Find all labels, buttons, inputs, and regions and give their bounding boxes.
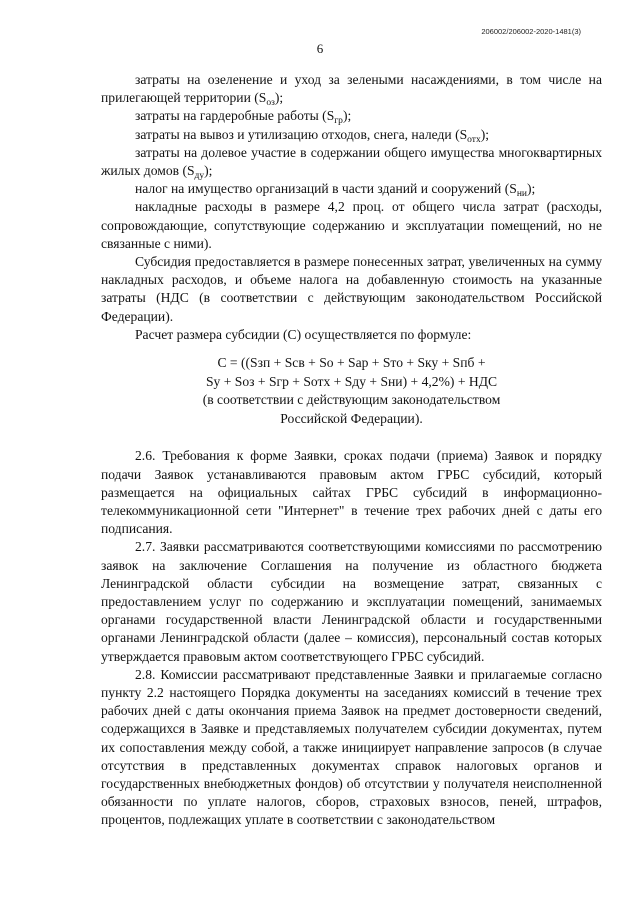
cost-item-text: затраты на долевое участие в содержании общего имущества многоквартирных жилых домов (S	[101, 144, 602, 179]
cost-item-tail: );	[204, 163, 213, 179]
formula-note: Российской Федерации).	[280, 410, 423, 426]
calculation-paragraph: Расчет размера субсидии (С) осуществляется по формуле:	[135, 326, 472, 342]
page-number: 6	[316, 41, 324, 56]
cost-items-list	[101, 71, 602, 253]
cost-item-tail: );	[342, 108, 352, 124]
cost-item	[101, 126, 602, 144]
cost-item-tail: );	[274, 90, 284, 106]
formula-line: Sу + Sоз + Sгр + Sотх + Sду + Sни) + 4,2%) + НДС	[205, 373, 498, 389]
cost-item-subscript: гр	[334, 116, 343, 127]
formula-note: (в соответствии с действующим законодательством	[202, 392, 501, 408]
cost-item-tail: );	[526, 181, 536, 197]
formula-line: С = ((Sзп + Sсв + Sо + Sар + Sто + Sку + Sпб +	[217, 355, 486, 371]
cost-item	[101, 198, 602, 253]
subsidy-formula	[101, 354, 602, 428]
subsidy-paragraph: Субсидия предоставляется в размере понесенных затрат, увеличенных на сумму накладных расходов, и объеме налога на добавленную стоимость на указанные затраты (НДС (в соответствии с действующим законодательством Российской Федерации).	[101, 254, 602, 324]
cost-item-tail: );	[480, 126, 490, 142]
cost-item-text: затраты на гардеробные работы (S	[135, 108, 335, 124]
cost-item-subscript: отх	[467, 134, 481, 145]
cost-item-text: налог на имущество организаций в части зданий и сооружений (S	[135, 181, 517, 197]
cost-item-subscript: оз	[266, 98, 275, 109]
section-2-7: 2.7. Заявки рассматриваются соответствующими комиссиями по рассмотрению заявок на заключение Соглашения на получение из областного бюджета Ленинградской области субсидии на возмещение затрат, связанных с предоставлением услуг по содержанию и эксплуатации помещений, занимаемых органами государственной власти Ленинградской области и государственными органами Ленинградской области (далее – комиссия), персональный состав которых утверждается правовым актом соответствующего ГРБС субсидий.	[101, 539, 602, 664]
cost-item-text: накладные расходы в размере 4,2 проц. от общего числа затрат (расходы, сопровождающие, сопутствующие содержанию и эксплуатации помещений, но не связанные с ними).	[101, 199, 602, 251]
document-body	[101, 71, 602, 830]
cost-item-subscript: ду	[194, 171, 205, 182]
section-paragraph: 2.6. Требования к форме Заявки, сроках подачи (приема) Заявок и порядку подачи Заявок устанавливаются правовым актом ГРБС субсидий, который размещается на официальных сайтах ГРБС субсидий в информационно-телекоммуникационной сети "Интернет" в течение трех рабочих дней с даты его подписания.	[101, 448, 602, 537]
document-id: 206002/206002-2020-1481(3)	[481, 27, 581, 36]
cost-item	[101, 180, 602, 198]
cost-item	[101, 71, 602, 107]
cost-item	[101, 107, 602, 125]
cost-item-subscript: ни	[516, 189, 527, 200]
cost-item	[101, 144, 602, 180]
cost-item-text: затраты на вывоз и утилизацию отходов, снега, наледи (S	[135, 126, 468, 142]
cost-item-text: затраты на озеленение и уход за зелеными насаждениями, в том числе на прилегающей территории (S	[101, 72, 602, 106]
section-2-8: 2.8. Комиссии рассматривают представленные Заявки и прилагаемые согласно пункту 2.2 настоящего Порядка документы на заседаниях комиссий в течение трех рабочих дней с даты окончания приема Заявок на предмет достоверности сведений, содержащихся в Заявке и представляемых получателем субсидии документах, путем их сопоставления между собой, а также инициирует направление запросов (в случае отсутствия в представленных документах справок налоговых органов и государственных внебюджетных фондов) об отсутствии у получателя неисполненной обязанности по уплате налогов, сборов, страховых взносов, пеней, штрафов, процентов, подлежащих уплате в соответствии с законодательством	[101, 666, 602, 828]
section-2-6	[101, 447, 602, 538]
